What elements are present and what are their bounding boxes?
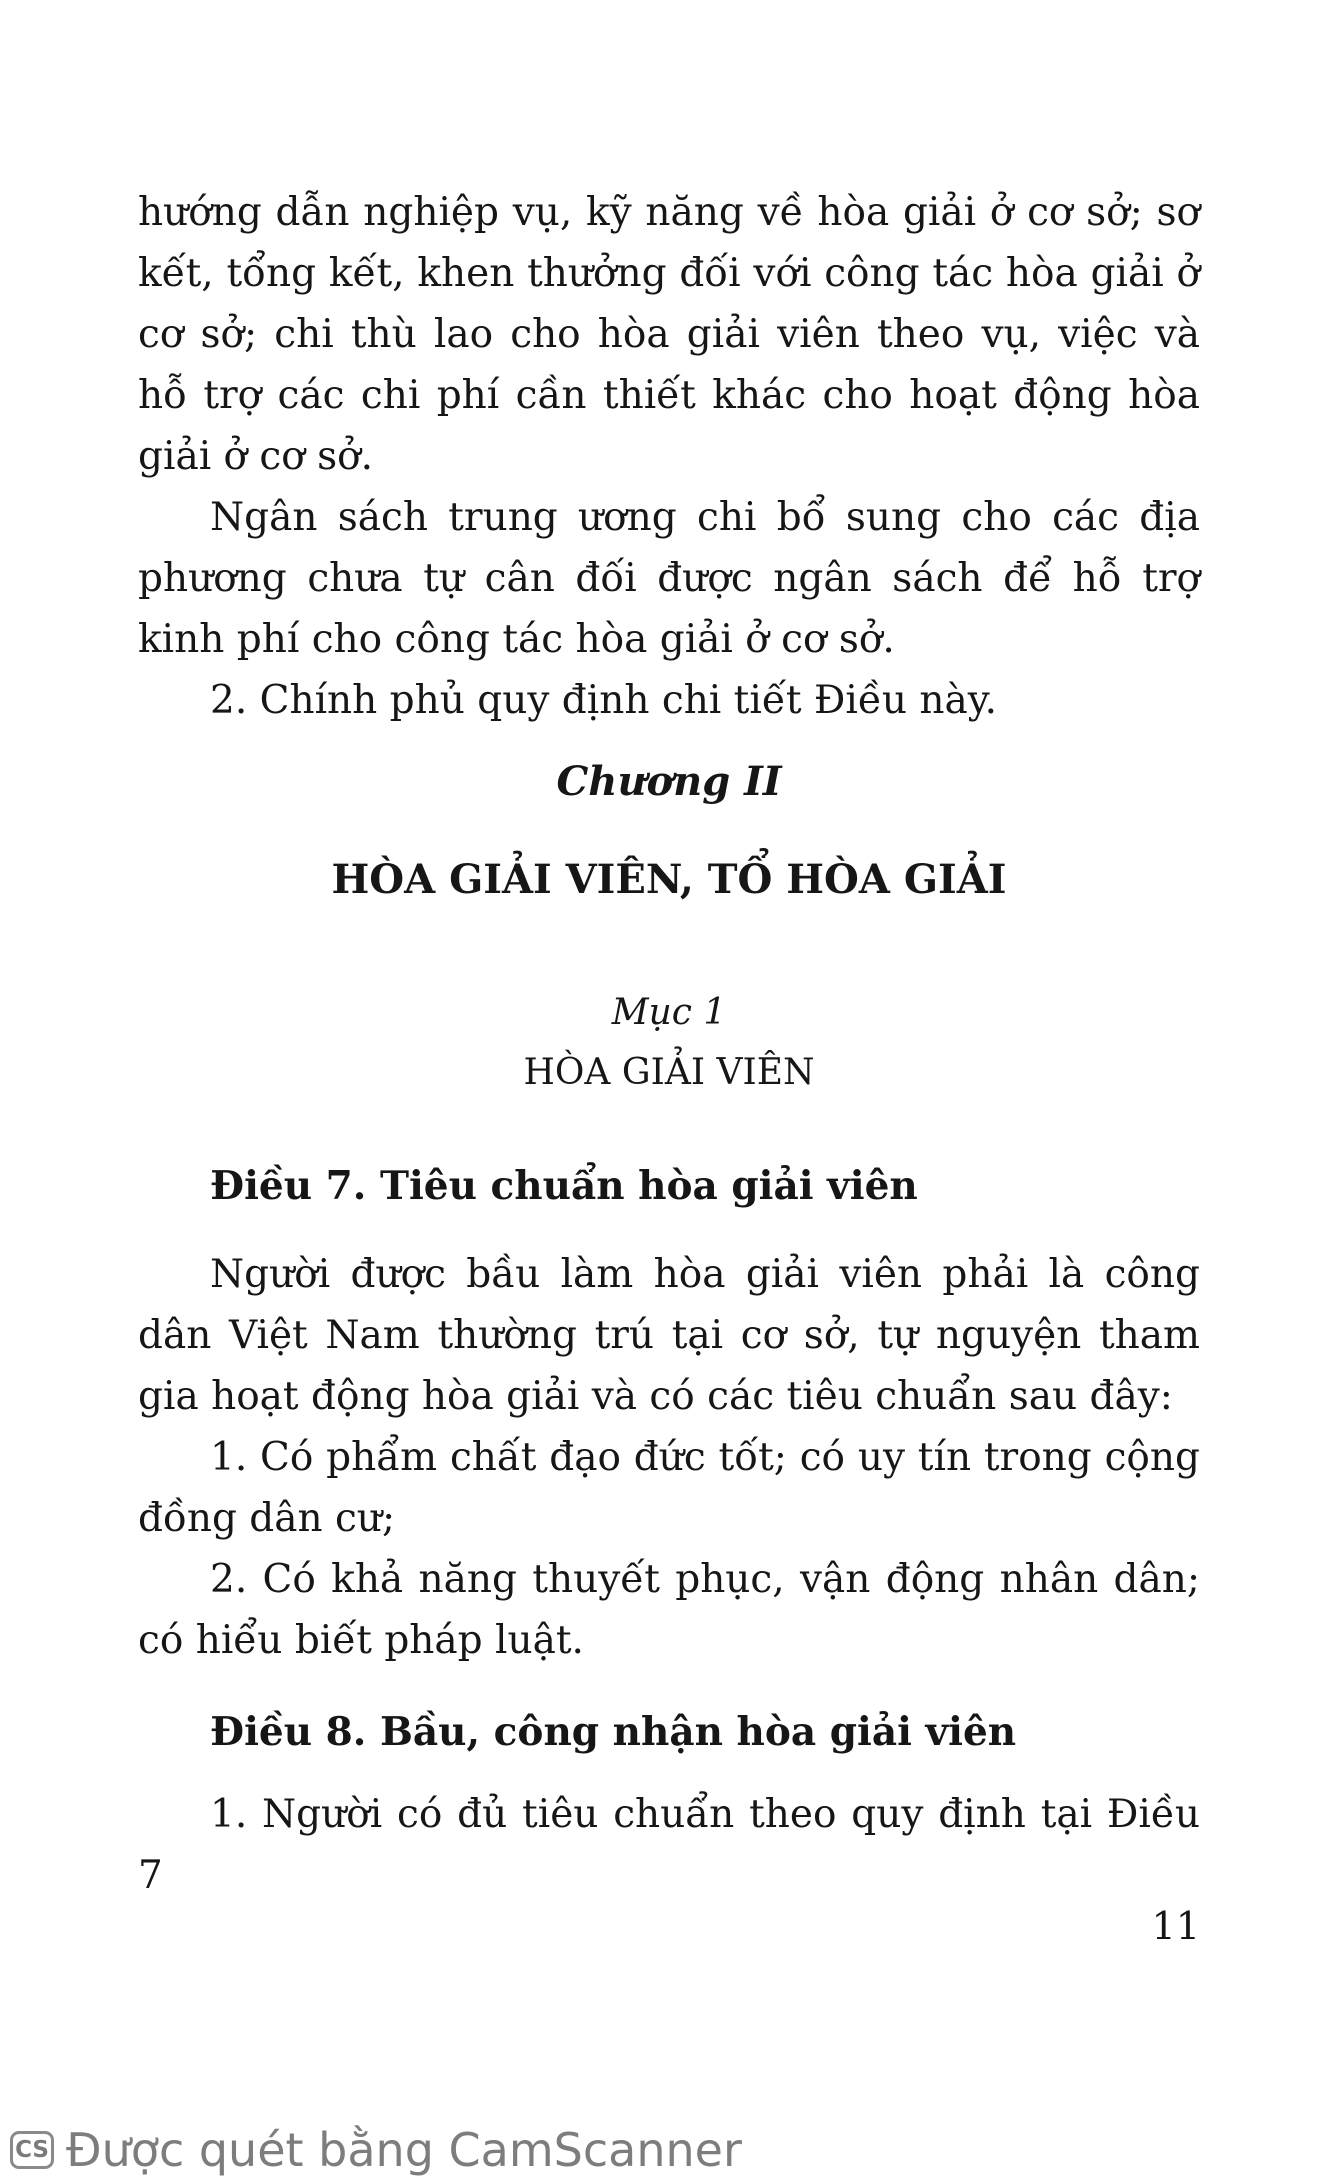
article-7-body [138, 1244, 1200, 1671]
top-paragraphs [138, 182, 1200, 731]
article-8-clause-1: 1. Người có đủ tiêu chuẩn theo quy định tại Điều 7 [138, 1792, 1200, 1898]
paragraph-central-budget: Ngân sách trung ương chi bổ sung cho các địa phương chưa tự cân đối được ngân sách để hỗ trợ kinh phí cho công tác hòa giải ở cơ sở. [138, 495, 1200, 662]
chapter-label: Chương II [556, 758, 782, 805]
paragraph-continuation: hướng dẫn nghiệp vụ, kỹ năng về hòa giải ở cơ sở; sơ kết, tổng kết, khen thưởng đối với công tác hòa giải ở cơ sở; chi thù lao cho hòa giải viên theo vụ, việc và hỗ trợ các chi phí cần thiết khác cho hoạt động hòa giải ở cơ sở. [138, 190, 1200, 479]
section-title: HÒA GIẢI VIÊN [523, 1052, 815, 1093]
camscanner-watermark [10, 2123, 742, 2177]
article-7-criterion-1: 1. Có phẩm chất đạo đức tốt; có uy tín trong cộng đồng dân cư; [138, 1435, 1200, 1541]
page-number: 11 [1151, 1904, 1200, 1948]
section-label: Mục 1 [611, 992, 727, 1033]
article-8-heading: Điều 8. Bầu, công nhận hòa giải viên [210, 1709, 1017, 1755]
article-7-intro: Người được bầu làm hòa giải viên phải là công dân Việt Nam thường trú tại cơ sở, tự nguyện tham gia hoạt động hòa giải và có các tiêu chuẩn sau đây: [138, 1252, 1200, 1419]
article-7-criterion-2: 2. Có khả năng thuyết phục, vận động nhân dân; có hiểu biết pháp luật. [138, 1557, 1200, 1663]
chapter-title: HÒA GIẢI VIÊN, TỔ HÒA GIẢI [331, 856, 1007, 903]
paragraph-government-rule: 2. Chính phủ quy định chi tiết Điều này. [210, 678, 997, 723]
watermark-text: Được quét bằng CamScanner [66, 2123, 742, 2177]
article-7-heading: Điều 7. Tiêu chuẩn hòa giải viên [210, 1163, 918, 1209]
camscanner-logo-icon: CS [10, 2131, 54, 2169]
article-8-body [138, 1784, 1200, 1906]
